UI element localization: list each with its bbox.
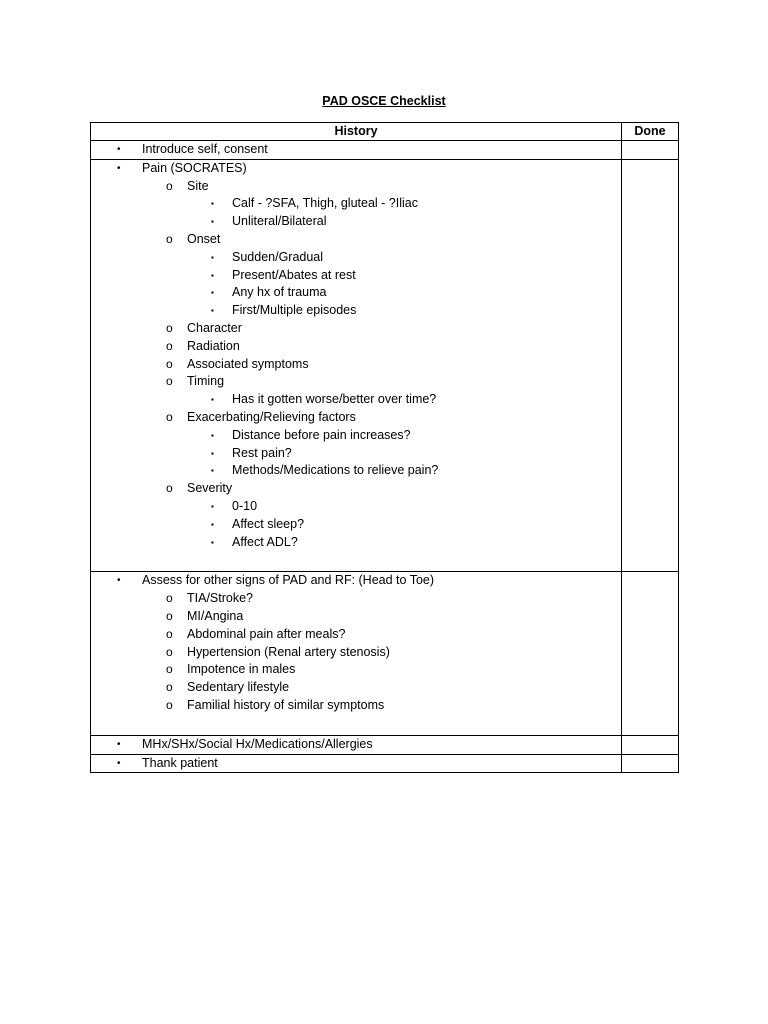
table-row (91, 159, 679, 572)
done-checkbox-cell[interactable] (622, 754, 679, 773)
item-text: 0-10 (232, 498, 258, 513)
bullet-icon: • (117, 144, 121, 155)
item-text: MHx/SHx/Social Hx/Medications/Allergies (142, 736, 373, 751)
list-item (91, 302, 621, 320)
list-item (91, 736, 621, 754)
list-item (91, 141, 621, 159)
item-text: Familial history of similar symptoms (187, 697, 385, 712)
list-item (91, 267, 621, 285)
item-text: Affect ADL? (232, 534, 298, 549)
circle-bullet-icon: o (166, 374, 173, 389)
list-item (91, 445, 621, 463)
history-cell (91, 735, 622, 754)
list-item (91, 679, 621, 697)
item-text: Thank patient (142, 755, 218, 770)
done-checkbox-cell[interactable] (622, 159, 679, 572)
item-text: Has it gotten worse/better over time? (232, 392, 437, 407)
item-text: MI/Angina (187, 608, 244, 623)
bullet-icon: • (117, 575, 121, 587)
list-item (91, 195, 621, 213)
list-item (91, 249, 621, 267)
list-item (91, 320, 621, 338)
item-text: Severity (187, 481, 233, 496)
square-bullet-icon: ▪ (211, 395, 214, 405)
history-header: History (91, 123, 622, 141)
list-item (91, 213, 621, 231)
item-text: Associated symptoms (187, 356, 309, 371)
checklist-body (91, 141, 679, 773)
item-text: Character (187, 320, 242, 335)
circle-bullet-icon: o (166, 591, 173, 606)
table-row (91, 754, 679, 773)
list-item (91, 427, 621, 445)
circle-bullet-icon: o (166, 697, 173, 712)
item-text: Radiation (187, 338, 240, 353)
list-item (91, 284, 621, 302)
circle-bullet-icon: o (166, 662, 173, 677)
item-text: Site (187, 178, 209, 193)
page-title: PAD OSCE Checklist (322, 94, 446, 108)
item-text: TIA/Stroke? (187, 591, 253, 606)
list-item (91, 373, 621, 391)
done-checkbox-cell[interactable] (622, 141, 679, 160)
circle-bullet-icon: o (166, 626, 173, 641)
header-row (91, 123, 679, 141)
done-header: Done (622, 123, 679, 141)
circle-bullet-icon: o (166, 644, 173, 659)
bullet-icon: • (117, 162, 121, 174)
list-item (91, 178, 621, 196)
item-text: Present/Abates at rest (232, 267, 356, 282)
checklist-table (90, 122, 679, 773)
list-item (91, 608, 621, 626)
item-text: Sudden/Gradual (232, 249, 324, 264)
history-cell (91, 159, 622, 572)
done-checkbox-cell[interactable] (622, 735, 679, 754)
list-item (91, 572, 621, 590)
list-item (91, 697, 621, 715)
square-bullet-icon: ▪ (211, 306, 214, 316)
square-bullet-icon: ▪ (211, 270, 214, 280)
item-text: Distance before pain increases? (232, 427, 411, 442)
list-item (91, 755, 621, 773)
item-text: Methods/Medications to relieve pain? (232, 463, 439, 478)
list-item (91, 534, 621, 552)
item-text: Abdominal pain after meals? (187, 626, 346, 641)
square-bullet-icon: ▪ (211, 519, 214, 529)
item-text: Unliteral/Bilateral (232, 214, 327, 229)
list-item (91, 356, 621, 374)
item-text: Exacerbating/Relieving factors (187, 409, 356, 424)
item-text: Timing (187, 374, 225, 389)
circle-bullet-icon: o (166, 356, 173, 371)
square-bullet-icon: ▪ (211, 288, 214, 298)
circle-bullet-icon: o (166, 231, 173, 246)
circle-bullet-icon: o (166, 320, 173, 335)
circle-bullet-icon: o (166, 608, 173, 623)
square-bullet-icon: ▪ (211, 466, 214, 476)
list-item (91, 644, 621, 662)
item-text: Hypertension (Renal artery stenosis) (187, 644, 390, 659)
square-bullet-icon: ▪ (211, 501, 214, 511)
item-text: Introduce self, consent (142, 142, 268, 156)
list-item (91, 516, 621, 534)
square-bullet-icon: ▪ (211, 448, 214, 458)
square-bullet-icon: ▪ (211, 430, 214, 440)
square-bullet-icon: ▪ (211, 252, 214, 262)
circle-bullet-icon: o (166, 481, 173, 496)
circle-bullet-icon: o (166, 409, 173, 424)
history-cell (91, 572, 622, 735)
circle-bullet-icon: o (166, 680, 173, 695)
circle-bullet-icon: o (166, 178, 173, 193)
history-cell (91, 754, 622, 773)
list-item (91, 409, 621, 427)
list-item (91, 231, 621, 249)
done-checkbox-cell[interactable] (622, 572, 679, 735)
item-text: Affect sleep? (232, 516, 305, 531)
item-text: Onset (187, 231, 221, 246)
square-bullet-icon: ▪ (211, 199, 214, 209)
item-text: First/Multiple episodes (232, 303, 357, 318)
item-text: Rest pain? (232, 445, 292, 460)
list-item (91, 661, 621, 679)
square-bullet-icon: ▪ (211, 537, 214, 547)
item-text: Sedentary lifestyle (187, 680, 290, 695)
list-item (91, 160, 621, 178)
circle-bullet-icon: o (166, 338, 173, 353)
item-text: Pain (SOCRATES) (142, 160, 247, 175)
item-text: Any hx of trauma (232, 285, 327, 300)
list-item (91, 462, 621, 480)
history-cell (91, 141, 622, 160)
item-text: Calf - ?SFA, Thigh, gluteal - ?Iliac (232, 196, 418, 211)
list-item (91, 626, 621, 644)
bullet-icon: • (117, 738, 121, 750)
bullet-icon: • (117, 757, 121, 769)
item-text: Assess for other signs of PAD and RF: (Head to Toe) (142, 573, 435, 588)
list-item (91, 590, 621, 608)
list-item (91, 498, 621, 516)
table-row (91, 141, 679, 160)
list-item (91, 338, 621, 356)
square-bullet-icon: ▪ (211, 217, 214, 227)
list-item (91, 391, 621, 409)
item-text: Impotence in males (187, 662, 296, 677)
table-row (91, 572, 679, 735)
table-row (91, 735, 679, 754)
list-item (91, 480, 621, 498)
